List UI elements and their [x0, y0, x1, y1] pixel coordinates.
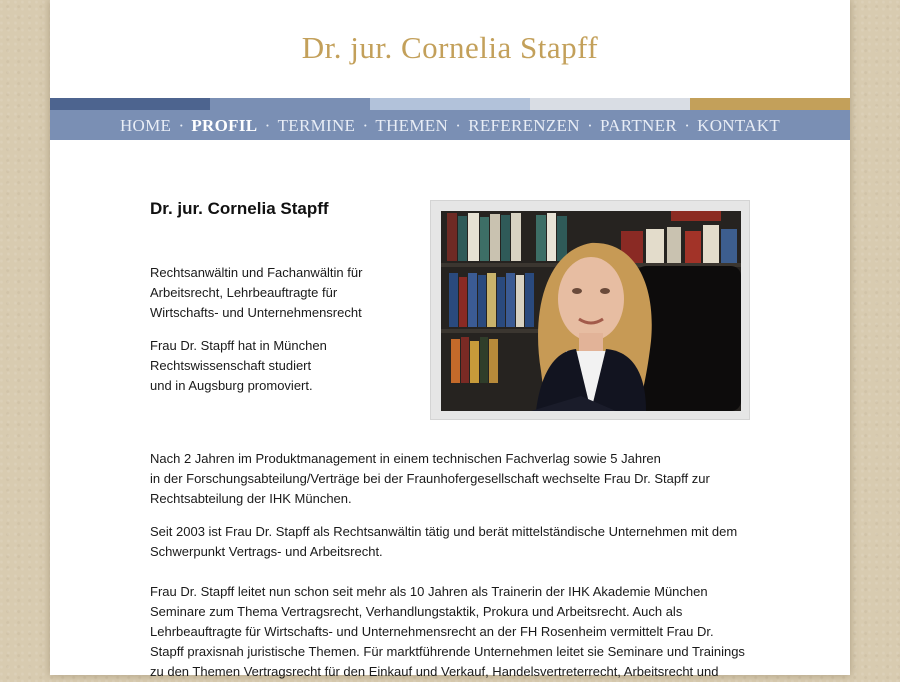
trainer-line: Frau Dr. Stapff leitet nun schon seit mehr als 10 Jahren als Trainerin der IHK Akademie München: [150, 584, 708, 599]
nav-home[interactable]: HOME: [119, 116, 172, 135]
nav-themen[interactable]: THEMEN: [375, 116, 449, 135]
nav-profil[interactable]: PROFIL: [191, 116, 258, 135]
intro-line: Wirtschafts- und Unternehmensrecht: [150, 305, 362, 320]
portrait-photo: [441, 211, 741, 411]
stripe-4: [530, 98, 690, 110]
career-paragraph: [150, 449, 710, 509]
stripe-5: [690, 98, 850, 110]
nav-kontakt[interactable]: KONTAKT: [697, 116, 781, 135]
since-line: Schwerpunkt Vertrags- und Arbeitsrecht.: [150, 544, 383, 559]
trainer-line: zu den Themen Vertragsrecht für den Einkauf und Verkauf, Handelsvertreterrecht, Arbeitsrecht und: [150, 664, 719, 679]
nav-separator: ·: [455, 116, 461, 135]
trainer-line: Stapff praxisnah juristische Themen. Für marktführende Unternehmen leitet sie Seminare und Trainings: [150, 644, 745, 659]
main-navigation: [50, 110, 850, 140]
nav-termine[interactable]: TERMINE: [277, 116, 356, 135]
nav-separator: ·: [178, 116, 185, 135]
nav-separator: ·: [362, 116, 369, 135]
site-title[interactable]: Dr. jur. Cornelia Stapff: [301, 30, 599, 65]
career-line: Rechtsabteilung der IHK München.: [150, 491, 352, 506]
since-paragraph: [150, 522, 737, 562]
career-line: in der Forschungsabteilung/Verträge bei der Fraunhofergesellschaft wechselte Frau Dr. Stapff zur: [150, 471, 710, 486]
page-container: [50, 0, 850, 679]
trainer-line: Seminare zum Thema Vertragsrecht, Verhandlungstaktik, Prokura und Arbeitsrecht. Auch als: [150, 604, 683, 619]
study-line: Frau Dr. Stapff hat in München: [150, 338, 327, 353]
career-line: Nach 2 Jahren im Produktmanagement in einem technischen Fachverlag sowie 5 Jahren: [150, 451, 661, 466]
since-line: Seit 2003 ist Frau Dr. Stapff als Rechtsanwältin tätig und berät mittelständische Unternehmen mit dem: [150, 524, 738, 539]
stripe-1: [50, 98, 210, 110]
nav-separator: ·: [684, 116, 690, 135]
intro-line: Arbeitsrecht, Lehrbeauftragte für: [150, 285, 338, 300]
study-line: Rechtswissenschaft studiert: [150, 358, 312, 373]
study-paragraph: [150, 336, 327, 396]
study-line: und in Augsburg promoviert.: [150, 378, 313, 393]
intro-paragraph: [150, 263, 362, 323]
nav-partner[interactable]: PARTNER: [599, 116, 677, 135]
nav-separator: ·: [587, 116, 593, 135]
nav-referenzen[interactable]: REFERENZEN: [468, 116, 580, 135]
color-stripes: [50, 98, 850, 110]
intro-line: Rechtsanwältin und Fachanwältin für: [150, 265, 363, 280]
stripe-3: [370, 98, 530, 110]
trainer-line: Lehrbeauftragte für Wirtschafts- und Unternehmensrecht an der FH Rosenheim vermittelt Frau Dr.: [150, 624, 714, 639]
nav-separator: ·: [264, 116, 271, 135]
stripe-2: [210, 98, 370, 110]
portrait-frame: [430, 200, 750, 420]
page-heading: Dr. jur. Cornelia Stapff: [150, 199, 329, 218]
trainer-paragraph: [150, 582, 745, 682]
